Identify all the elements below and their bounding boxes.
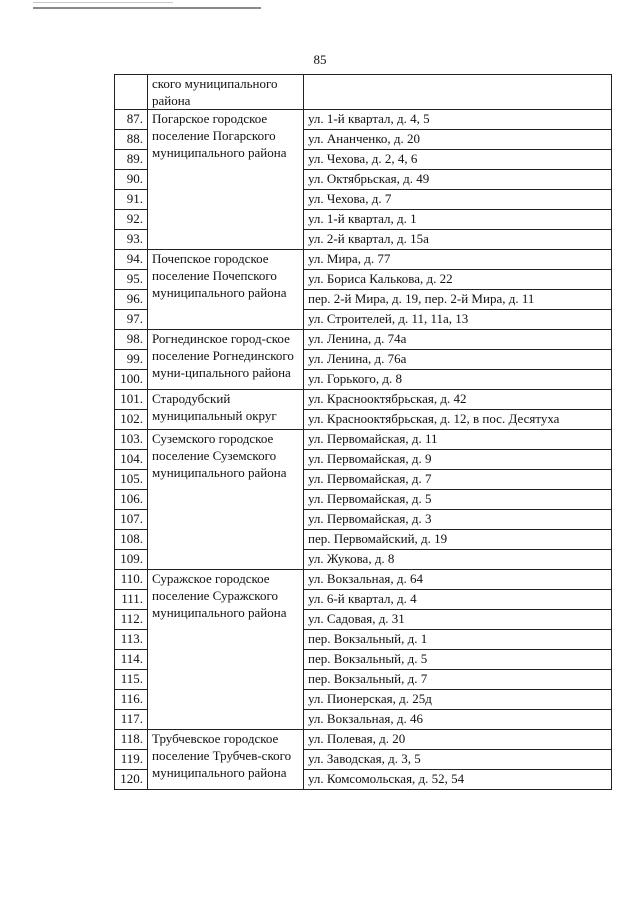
address-cell: ул. Садовая, д. 31 bbox=[304, 610, 612, 630]
address-cell bbox=[304, 75, 612, 110]
row-number-cell: 94. bbox=[115, 250, 148, 270]
address-cell: ул. Октябрьская, д. 49 bbox=[304, 170, 612, 190]
address-cell: ул. Первомайская, д. 3 bbox=[304, 510, 612, 530]
address-cell: ул. Чехова, д. 7 bbox=[304, 190, 612, 210]
address-cell: ул. Первомайская, д. 11 bbox=[304, 430, 612, 450]
table-row bbox=[115, 390, 612, 410]
row-number-cell: 107. bbox=[115, 510, 148, 530]
address-cell: пер. 2-й Мира, д. 19, пер. 2-й Мира, д. 11 bbox=[304, 290, 612, 310]
address-cell: пер. Вокзальный, д. 5 bbox=[304, 650, 612, 670]
address-cell: ул. Жукова, д. 8 bbox=[304, 550, 612, 570]
row-number-cell: 114. bbox=[115, 650, 148, 670]
address-cell: ул. Первомайская, д. 7 bbox=[304, 470, 612, 490]
row-number-cell: 101. bbox=[115, 390, 148, 410]
row-number-cell: 108. bbox=[115, 530, 148, 550]
address-cell: ул. Краснооктябрьская, д. 12, в пос. Десятуха bbox=[304, 410, 612, 430]
row-number-cell: 88. bbox=[115, 130, 148, 150]
address-cell: ул. Полевая, д. 20 bbox=[304, 730, 612, 750]
address-cell: ул. Заводская, д. 3, 5 bbox=[304, 750, 612, 770]
address-cell: ул. Ленина, д. 74а bbox=[304, 330, 612, 350]
address-cell: ул. Строителей, д. 11, 11а, 13 bbox=[304, 310, 612, 330]
row-number-cell: 119. bbox=[115, 750, 148, 770]
table-row bbox=[115, 570, 612, 590]
row-number-cell: 87. bbox=[115, 110, 148, 130]
registry-table-body bbox=[115, 75, 612, 790]
address-cell: ул. 1-й квартал, д. 4, 5 bbox=[304, 110, 612, 130]
row-number-cell: 109. bbox=[115, 550, 148, 570]
table-row bbox=[115, 250, 612, 270]
row-number-cell: 96. bbox=[115, 290, 148, 310]
table-row bbox=[115, 330, 612, 350]
row-number-cell: 92. bbox=[115, 210, 148, 230]
row-number-cell: 95. bbox=[115, 270, 148, 290]
row-number-cell: 120. bbox=[115, 770, 148, 790]
address-cell: пер. Вокзальный, д. 1 bbox=[304, 630, 612, 650]
address-cell: пер. Вокзальный, д. 7 bbox=[304, 670, 612, 690]
row-number-cell: 112. bbox=[115, 610, 148, 630]
address-cell: ул. Комсомольская, д. 52, 54 bbox=[304, 770, 612, 790]
row-number-cell: 105. bbox=[115, 470, 148, 490]
table-row bbox=[115, 75, 612, 110]
row-number-cell bbox=[115, 75, 148, 110]
row-number-cell: 93. bbox=[115, 230, 148, 250]
row-number-cell: 106. bbox=[115, 490, 148, 510]
table-row bbox=[115, 730, 612, 750]
address-cell: ул. Краснооктябрьская, д. 42 bbox=[304, 390, 612, 410]
row-number-cell: 103. bbox=[115, 430, 148, 450]
row-number-cell: 98. bbox=[115, 330, 148, 350]
municipality-cell: Суземского городское поселение Суземского муниципального района bbox=[148, 430, 304, 570]
address-cell: ул. Вокзальная, д. 46 bbox=[304, 710, 612, 730]
registry-table bbox=[114, 74, 612, 790]
municipality-cell: Рогнединское город-ское поселение Рогнединского муни-ципального района bbox=[148, 330, 304, 390]
municipality-cell: Почепское городское поселение Почепского муниципального района bbox=[148, 250, 304, 330]
row-number-cell: 104. bbox=[115, 450, 148, 470]
address-cell: ул. 1-й квартал, д. 1 bbox=[304, 210, 612, 230]
row-number-cell: 113. bbox=[115, 630, 148, 650]
address-cell: ул. Вокзальная, д. 64 bbox=[304, 570, 612, 590]
row-number-cell: 116. bbox=[115, 690, 148, 710]
row-number-cell: 111. bbox=[115, 590, 148, 610]
municipality-cell: ского муниципального района bbox=[148, 75, 304, 110]
address-cell: ул. Ленина, д. 76а bbox=[304, 350, 612, 370]
row-number-cell: 100. bbox=[115, 370, 148, 390]
row-number-cell: 97. bbox=[115, 310, 148, 330]
table-row bbox=[115, 430, 612, 450]
row-number-cell: 90. bbox=[115, 170, 148, 190]
scan-artifact-line bbox=[33, 7, 261, 9]
municipality-cell: Погарское городское поселение Погарского муниципального района bbox=[148, 110, 304, 250]
row-number-cell: 117. bbox=[115, 710, 148, 730]
municipality-cell: Суражское городское поселение Суражского муниципального района bbox=[148, 570, 304, 730]
row-number-cell: 115. bbox=[115, 670, 148, 690]
page-number: 85 bbox=[313, 52, 327, 67]
address-cell: ул. Мира, д. 77 bbox=[304, 250, 612, 270]
address-cell: ул. 6-й квартал, д. 4 bbox=[304, 590, 612, 610]
table-row bbox=[115, 110, 612, 130]
address-cell: ул. Первомайская, д. 5 bbox=[304, 490, 612, 510]
municipality-cell: Трубчевское городское поселение Трубчев-ского муниципального района bbox=[148, 730, 304, 790]
address-cell: ул. Бориса Калькова, д. 22 bbox=[304, 270, 612, 290]
row-number-cell: 89. bbox=[115, 150, 148, 170]
row-number-cell: 110. bbox=[115, 570, 148, 590]
address-cell: ул. Первомайская, д. 9 bbox=[304, 450, 612, 470]
address-cell: ул. Горького, д. 8 bbox=[304, 370, 612, 390]
row-number-cell: 118. bbox=[115, 730, 148, 750]
address-cell: ул. Ананченко, д. 20 bbox=[304, 130, 612, 150]
row-number-cell: 91. bbox=[115, 190, 148, 210]
address-cell: ул. 2-й квартал, д. 15а bbox=[304, 230, 612, 250]
address-cell: ул. Пионерская, д. 25д bbox=[304, 690, 612, 710]
row-number-cell: 102. bbox=[115, 410, 148, 430]
address-cell: ул. Чехова, д. 2, 4, 6 bbox=[304, 150, 612, 170]
row-number-cell: 99. bbox=[115, 350, 148, 370]
municipality-cell: Стародубский муниципальный округ bbox=[148, 390, 304, 430]
address-cell: пер. Первомайский, д. 19 bbox=[304, 530, 612, 550]
scan-artifact-line bbox=[33, 2, 173, 3]
